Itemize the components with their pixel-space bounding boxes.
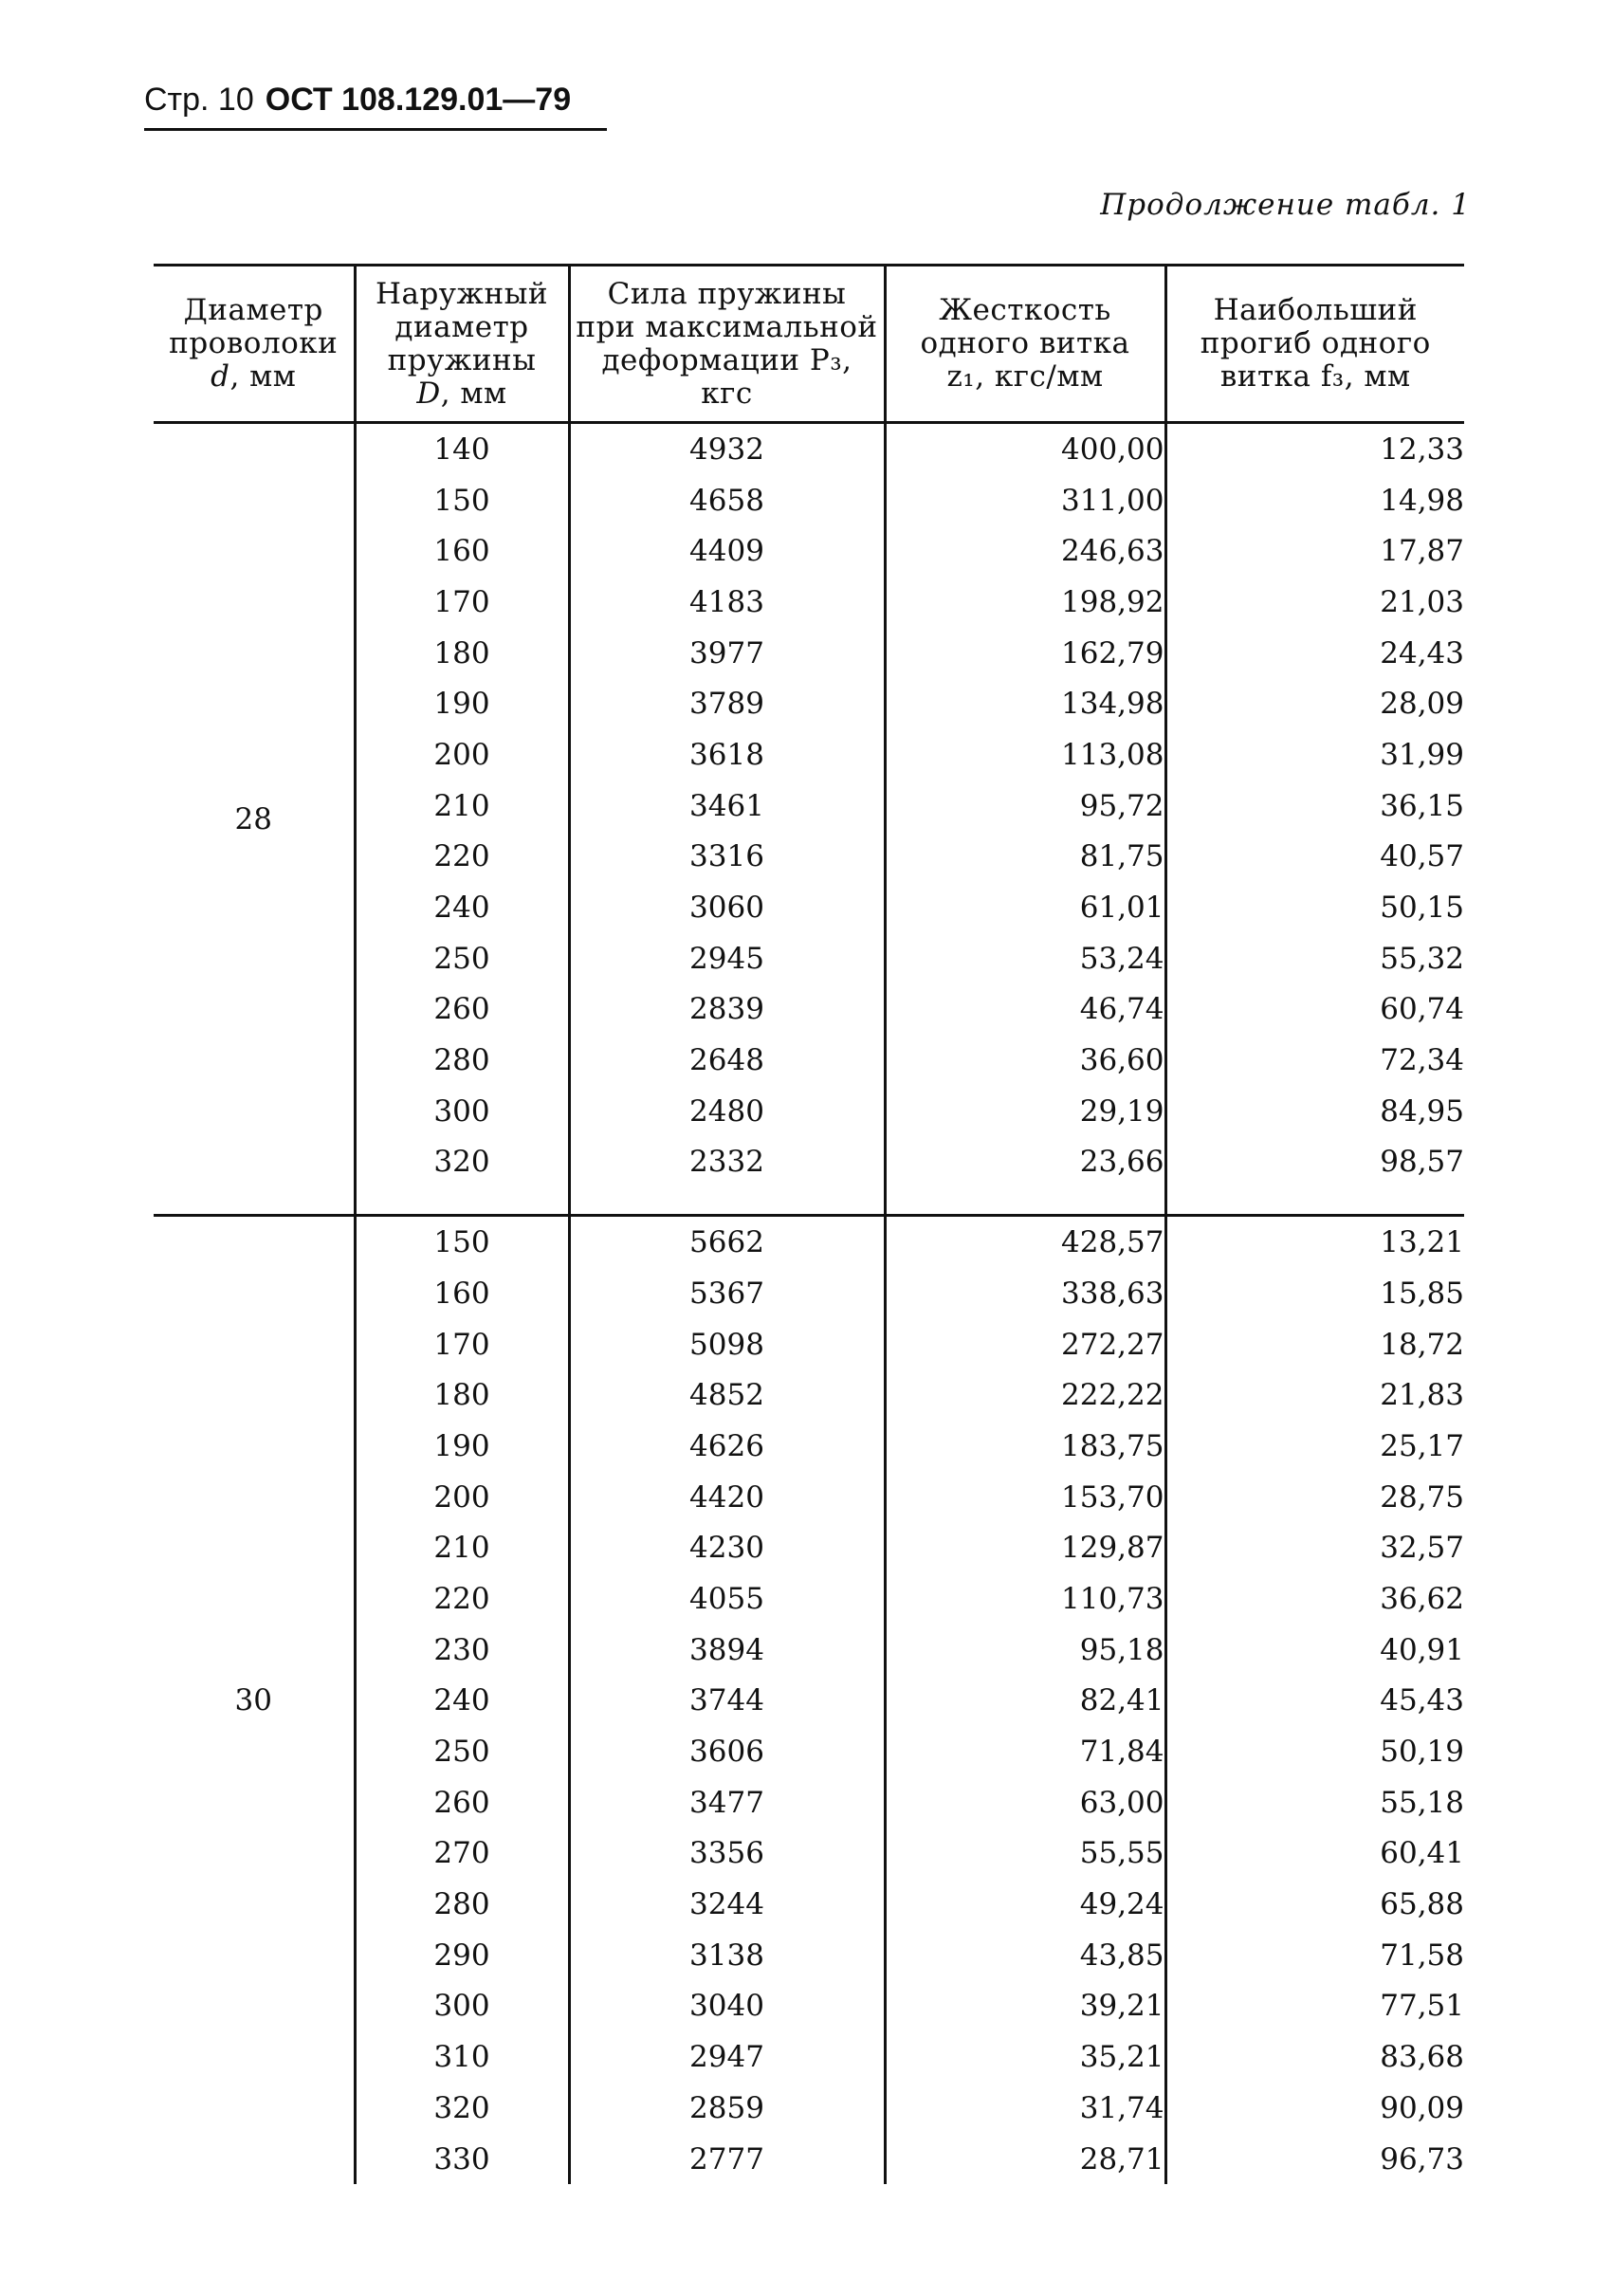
outer-diameter-cell: 230 <box>355 1625 569 1676</box>
spring-force-cell: 3894 <box>569 1625 885 1676</box>
spring-force-cell: 4183 <box>569 577 885 628</box>
coil-stiffness-cell: 39,21 <box>885 1981 1165 2032</box>
outer-diameter-cell: 200 <box>355 729 569 781</box>
header-line: диаметр <box>394 309 529 344</box>
max-deflection-cell: 45,43 <box>1165 1676 1464 1727</box>
header-line: одного витка <box>920 326 1130 360</box>
header-line: Наружный <box>375 276 549 311</box>
outer-diameter-cell: 150 <box>355 475 569 526</box>
max-deflection-cell: 98,57 <box>1165 1137 1464 1216</box>
max-deflection-cell: 40,91 <box>1165 1625 1464 1676</box>
max-deflection-cell: 31,99 <box>1165 729 1464 781</box>
outer-diameter-cell: 270 <box>355 1828 569 1880</box>
max-deflection-cell: 55,32 <box>1165 933 1464 984</box>
spring-force-cell: 4055 <box>569 1573 885 1625</box>
max-deflection-cell: 24,43 <box>1165 628 1464 679</box>
page-number: Стр. 10 <box>144 82 254 118</box>
max-deflection-cell: 60,41 <box>1165 1828 1464 1880</box>
max-deflection-cell: 65,88 <box>1165 1879 1464 1930</box>
max-deflection-cell: 32,57 <box>1165 1522 1464 1573</box>
outer-diameter-cell: 320 <box>355 1137 569 1216</box>
header-coil-stiffness <box>885 266 1165 423</box>
table-continuation-label: Продолжение табл. 1 <box>1100 188 1471 222</box>
outer-diameter-cell: 190 <box>355 678 569 729</box>
table-header-row <box>154 266 1464 423</box>
max-deflection-cell: 90,09 <box>1165 2083 1464 2134</box>
spring-force-cell: 3356 <box>569 1828 885 1880</box>
coil-stiffness-cell: 338,63 <box>885 1268 1165 1319</box>
coil-stiffness-cell: 82,41 <box>885 1676 1165 1727</box>
coil-stiffness-cell: 53,24 <box>885 933 1165 984</box>
coil-stiffness-cell: 153,70 <box>885 1472 1165 1523</box>
max-deflection-cell: 21,03 <box>1165 577 1464 628</box>
spring-force-cell: 3618 <box>569 729 885 781</box>
document-code: ОСТ 108.129.01—79 <box>265 82 572 118</box>
spring-force-cell: 4932 <box>569 423 885 475</box>
table-row <box>154 423 1464 475</box>
header-line: при максимальной <box>576 309 878 344</box>
page-header <box>144 82 571 119</box>
spring-force-cell: 4230 <box>569 1522 885 1573</box>
max-deflection-cell: 28,75 <box>1165 1472 1464 1523</box>
header-line: Диаметр <box>183 293 323 327</box>
spring-data-table <box>154 264 1464 2184</box>
spring-force-cell: 3244 <box>569 1879 885 1930</box>
max-deflection-cell: 60,74 <box>1165 984 1464 1036</box>
spring-force-cell: 3744 <box>569 1676 885 1727</box>
coil-stiffness-cell: 222,22 <box>885 1369 1165 1421</box>
table-body <box>154 423 1464 2185</box>
spring-force-cell: 2648 <box>569 1035 885 1086</box>
max-deflection-cell: 36,62 <box>1165 1573 1464 1625</box>
coil-stiffness-cell: 129,87 <box>885 1522 1165 1573</box>
max-deflection-cell: 55,18 <box>1165 1777 1464 1828</box>
outer-diameter-cell: 310 <box>355 2031 569 2083</box>
max-deflection-cell: 15,85 <box>1165 1268 1464 1319</box>
header-line: D, мм <box>416 376 507 411</box>
coil-stiffness-cell: 71,84 <box>885 1726 1165 1777</box>
outer-diameter-cell: 170 <box>355 1319 569 1370</box>
outer-diameter-cell: 250 <box>355 1726 569 1777</box>
coil-stiffness-cell: 162,79 <box>885 628 1165 679</box>
spring-force-cell: 4420 <box>569 1472 885 1523</box>
spring-force-cell: 2945 <box>569 933 885 984</box>
max-deflection-cell: 77,51 <box>1165 1981 1464 2032</box>
spring-force-cell: 2480 <box>569 1086 885 1137</box>
header-line: пружины <box>387 342 537 377</box>
coil-stiffness-cell: 29,19 <box>885 1086 1165 1137</box>
max-deflection-cell: 96,73 <box>1165 2134 1464 2185</box>
header-line: z₁, кгс/мм <box>946 359 1104 394</box>
coil-stiffness-cell: 428,57 <box>885 1216 1165 1268</box>
coil-stiffness-cell: 95,18 <box>885 1625 1165 1676</box>
coil-stiffness-cell: 198,92 <box>885 577 1165 628</box>
outer-diameter-cell: 330 <box>355 2134 569 2185</box>
outer-diameter-cell: 180 <box>355 1369 569 1421</box>
coil-stiffness-cell: 110,73 <box>885 1573 1165 1625</box>
header-wire-diameter <box>154 266 355 423</box>
outer-diameter-cell: 220 <box>355 1573 569 1625</box>
coil-stiffness-cell: 35,21 <box>885 2031 1165 2083</box>
outer-diameter-cell: 220 <box>355 832 569 883</box>
outer-diameter-cell: 300 <box>355 1981 569 2032</box>
coil-stiffness-cell: 134,98 <box>885 678 1165 729</box>
header-underline <box>144 128 607 131</box>
coil-stiffness-cell: 95,72 <box>885 781 1165 832</box>
header-line: витка f₃, мм <box>1219 359 1411 394</box>
spring-force-cell: 3477 <box>569 1777 885 1828</box>
coil-stiffness-cell: 81,75 <box>885 832 1165 883</box>
outer-diameter-cell: 170 <box>355 577 569 628</box>
max-deflection-cell: 28,09 <box>1165 678 1464 729</box>
spring-force-cell: 3040 <box>569 1981 885 2032</box>
max-deflection-cell: 83,68 <box>1165 2031 1464 2083</box>
max-deflection-cell: 18,72 <box>1165 1319 1464 1370</box>
spring-force-cell: 2777 <box>569 2134 885 2185</box>
header-line: кгс <box>701 376 753 411</box>
max-deflection-cell: 36,15 <box>1165 781 1464 832</box>
outer-diameter-cell: 190 <box>355 1421 569 1472</box>
spring-force-cell: 3789 <box>569 678 885 729</box>
max-deflection-cell: 72,34 <box>1165 1035 1464 1086</box>
header-line: деформации P₃, <box>601 342 852 377</box>
spring-force-cell: 4852 <box>569 1369 885 1421</box>
coil-stiffness-cell: 43,85 <box>885 1930 1165 1981</box>
outer-diameter-cell: 320 <box>355 2083 569 2134</box>
header-line: проволоки <box>169 326 339 360</box>
outer-diameter-cell: 300 <box>355 1086 569 1137</box>
max-deflection-cell: 71,58 <box>1165 1930 1464 1981</box>
coil-stiffness-cell: 49,24 <box>885 1879 1165 1930</box>
coil-stiffness-cell: 46,74 <box>885 984 1165 1036</box>
header-outer-diameter <box>355 266 569 423</box>
header-line: прогиб одного <box>1200 326 1431 360</box>
max-deflection-cell: 17,87 <box>1165 525 1464 577</box>
spring-force-cell: 3138 <box>569 1930 885 1981</box>
wire-diameter-cell: 28 <box>154 423 355 1216</box>
header-line: Наибольший <box>1213 293 1418 327</box>
coil-stiffness-cell: 183,75 <box>885 1421 1165 1472</box>
coil-stiffness-cell: 63,00 <box>885 1777 1165 1828</box>
outer-diameter-cell: 140 <box>355 423 569 475</box>
coil-stiffness-cell: 113,08 <box>885 729 1165 781</box>
max-deflection-cell: 14,98 <box>1165 475 1464 526</box>
outer-diameter-cell: 240 <box>355 1676 569 1727</box>
coil-stiffness-cell: 311,00 <box>885 475 1165 526</box>
coil-stiffness-cell: 31,74 <box>885 2083 1165 2134</box>
outer-diameter-cell: 250 <box>355 933 569 984</box>
spring-force-cell: 5098 <box>569 1319 885 1370</box>
coil-stiffness-cell: 36,60 <box>885 1035 1165 1086</box>
wire-diameter-cell: 30 <box>234 1683 272 1718</box>
spring-force-cell: 3060 <box>569 882 885 933</box>
spring-force-cell: 5662 <box>569 1216 885 1268</box>
spring-force-cell: 5367 <box>569 1268 885 1319</box>
max-deflection-cell: 25,17 <box>1165 1421 1464 1472</box>
spring-force-cell: 3316 <box>569 832 885 883</box>
outer-diameter-cell: 200 <box>355 1472 569 1523</box>
spring-force-cell: 2859 <box>569 2083 885 2134</box>
outer-diameter-cell: 240 <box>355 882 569 933</box>
max-deflection-cell: 40,57 <box>1165 832 1464 883</box>
outer-diameter-cell: 180 <box>355 628 569 679</box>
spring-force-cell: 2332 <box>569 1137 885 1216</box>
spring-force-cell: 3461 <box>569 781 885 832</box>
spring-force-cell: 4626 <box>569 1421 885 1472</box>
outer-diameter-cell: 280 <box>355 1879 569 1930</box>
spring-force-cell: 3977 <box>569 628 885 679</box>
max-deflection-cell: 84,95 <box>1165 1086 1464 1137</box>
max-deflection-cell: 12,33 <box>1165 423 1464 475</box>
header-line: d, мм <box>211 359 297 394</box>
header-spring-force <box>569 266 885 423</box>
outer-diameter-cell: 210 <box>355 1522 569 1573</box>
coil-stiffness-cell: 246,63 <box>885 525 1165 577</box>
outer-diameter-cell: 260 <box>355 984 569 1036</box>
coil-stiffness-cell: 55,55 <box>885 1828 1165 1880</box>
outer-diameter-cell: 160 <box>355 1268 569 1319</box>
header-line: Сила пружины <box>607 276 847 311</box>
header-line: Жесткость <box>939 293 1111 327</box>
coil-stiffness-cell: 28,71 <box>885 2134 1165 2185</box>
header-max-deflection <box>1165 266 1464 423</box>
outer-diameter-cell: 150 <box>355 1216 569 1268</box>
max-deflection-cell: 21,83 <box>1165 1369 1464 1421</box>
max-deflection-cell: 50,15 <box>1165 882 1464 933</box>
outer-diameter-cell: 210 <box>355 781 569 832</box>
coil-stiffness-cell: 272,27 <box>885 1319 1165 1370</box>
spring-force-cell: 4409 <box>569 525 885 577</box>
spring-force-cell: 2947 <box>569 2031 885 2083</box>
spring-force-cell: 4658 <box>569 475 885 526</box>
coil-stiffness-cell: 400,00 <box>885 423 1165 475</box>
outer-diameter-cell: 290 <box>355 1930 569 1981</box>
outer-diameter-cell: 260 <box>355 1777 569 1828</box>
spring-force-cell: 3606 <box>569 1726 885 1777</box>
outer-diameter-cell: 280 <box>355 1035 569 1086</box>
table-row <box>154 1216 1464 1268</box>
outer-diameter-cell: 160 <box>355 525 569 577</box>
coil-stiffness-cell: 23,66 <box>885 1137 1165 1216</box>
max-deflection-cell: 13,21 <box>1165 1216 1464 1268</box>
coil-stiffness-cell: 61,01 <box>885 882 1165 933</box>
spring-force-cell: 2839 <box>569 984 885 1036</box>
max-deflection-cell: 50,19 <box>1165 1726 1464 1777</box>
